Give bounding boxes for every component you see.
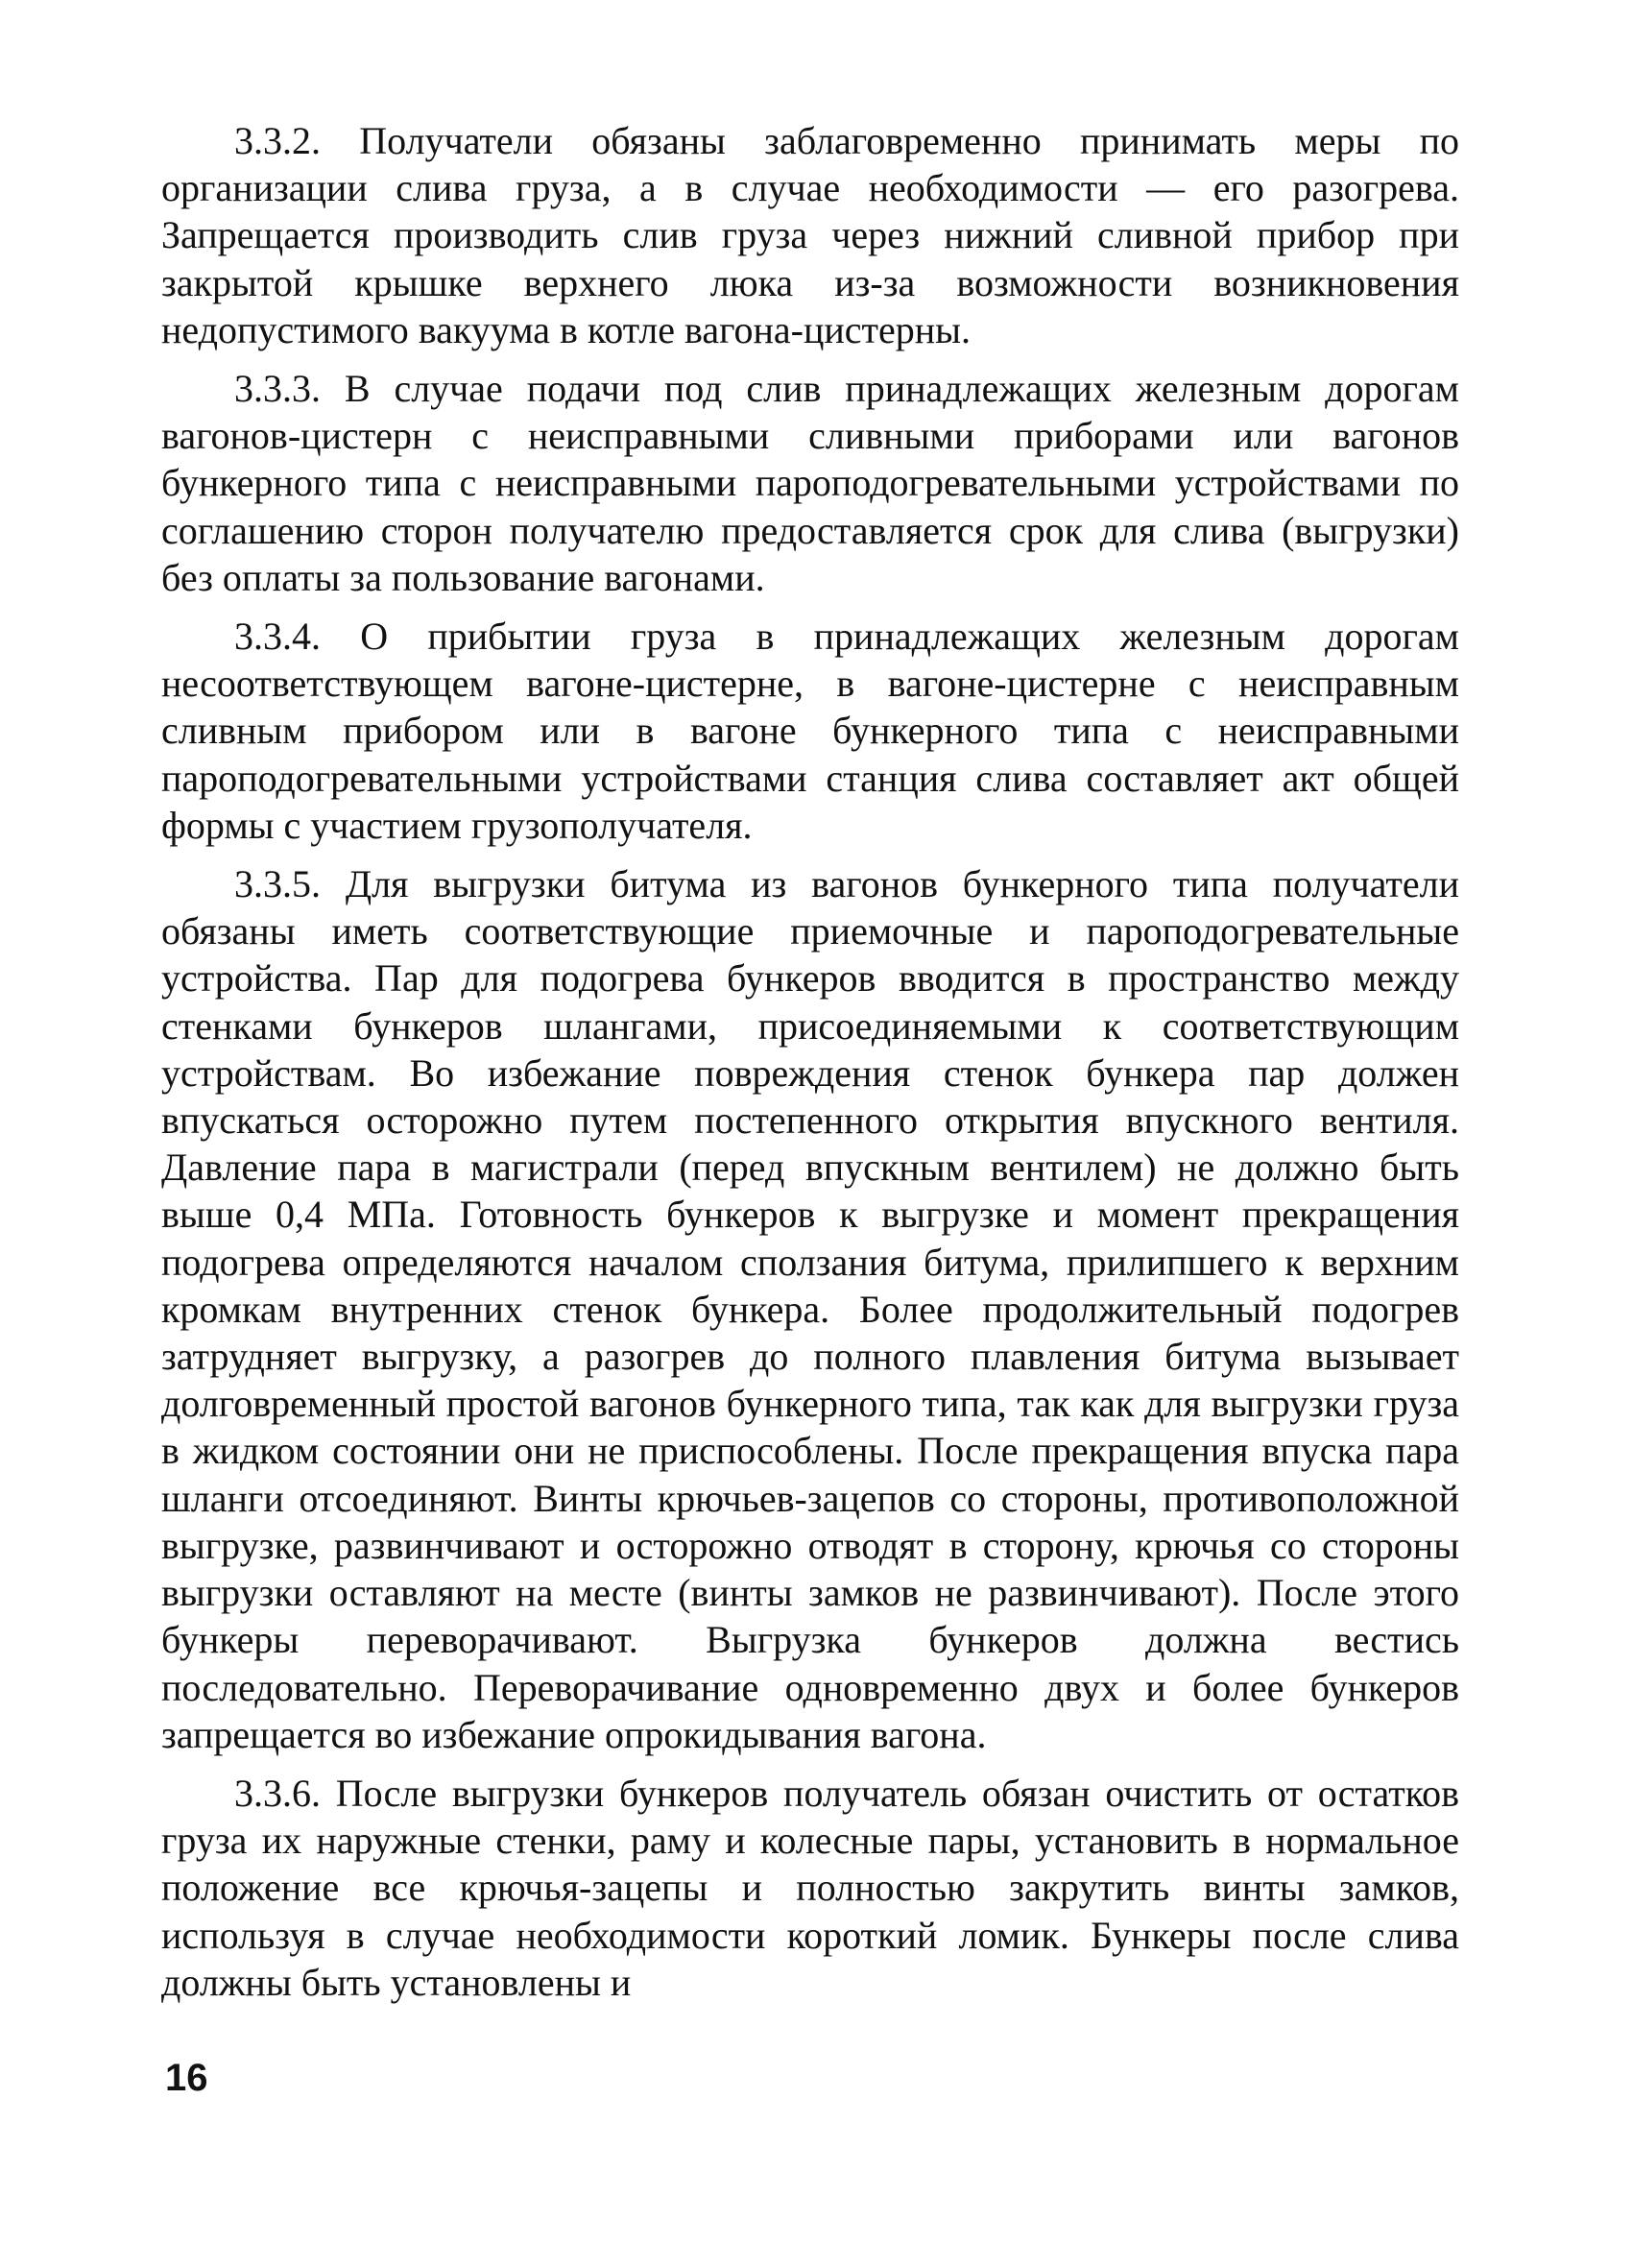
paragraph-3-3-3: 3.3.3. В случае подачи под слив принадлежащих железным дорогам вагонов-цистерн с неисправными сливными приборами или вагонов бункерного типа с неисправными пароподогревательными устройствами по соглашению сторон получателю предоставляется срок для слива (выгрузки) без оплаты за пользование вагонами. (161, 367, 1459, 599)
page-number: 16 (165, 2057, 208, 2099)
paragraph-3-3-2: 3.3.2. Получатели обязаны заблаговременно принимать меры по организации слива груза, а в случае необходимости — его разогрева. Запрещается производить слив груза через нижний сливной прибор при закрытой крышке верхнего люка из-за возможности возникновения недопустимого вакуума в котле вагона-цистерны. (161, 119, 1459, 351)
body-text (161, 117, 1459, 2017)
paragraph-3-3-6: 3.3.6. После выгрузки бункеров получатель обязан очистить от остатков груза их наружные стенки, раму и колесные пары, установить в нормальное положение все крючья-зацепы и полностью закрутить винты замков, используя в случае необходимости короткий ломик. Бункеры после слива должны быть установлены и (161, 1771, 1459, 2004)
paragraph-3-3-5: 3.3.5. Для выгрузки битума из вагонов бункерного типа получатели обязаны иметь соответствующие приемочные и пароподогревательные устройства. Пар для подогрева бункеров вводится в пространство между стенками бункеров шлангами, присоединяемыми к соответствующим устройствам. Во избежание повреждения стенок бункера пар должен впускаться осторожно путем постепенного открытия впускного вентиля. Давление пара в магистрали (перед впускным вентилем) не должно быть выше 0,4 МПа. Готовность бункеров к выгрузке и момент прекращения подогрева определяются началом сползания битума, прилипшего к верхним кромкам внутренних стенок бункера. Более продолжительный подогрев затрудняет выгрузку, а разогрев до полного плавления битума вызывает долговременный простой вагонов бункерного типа, так как для выгрузки груза в жидком состоянии они не приспособлены. После прекращения впуска пара шланги отсоединяют. Винты крючьев-зацепов со стороны, противоположной выгрузке, развинчивают и осторожно отводят в сторону, крючья со стороны выгрузки оставляют на месте (винты замков не развинчивают). После этого бункеры переворачивают. Выгрузка бункеров должна вестись последовательно. Переворачивание одновременно двух и более бункеров запрещается во избежание опрокидывания вагона. (161, 862, 1459, 1756)
paragraph-3-3-4: 3.3.4. О прибытии груза в принадлежащих железным дорогам несоответствующем вагоне-цистерне, в вагоне-цистерне с неисправным сливным прибором или в вагоне бункерного типа с неисправными пароподогревательными устройствами станция слива составляет акт общей формы с участием грузополучателя. (161, 615, 1459, 847)
